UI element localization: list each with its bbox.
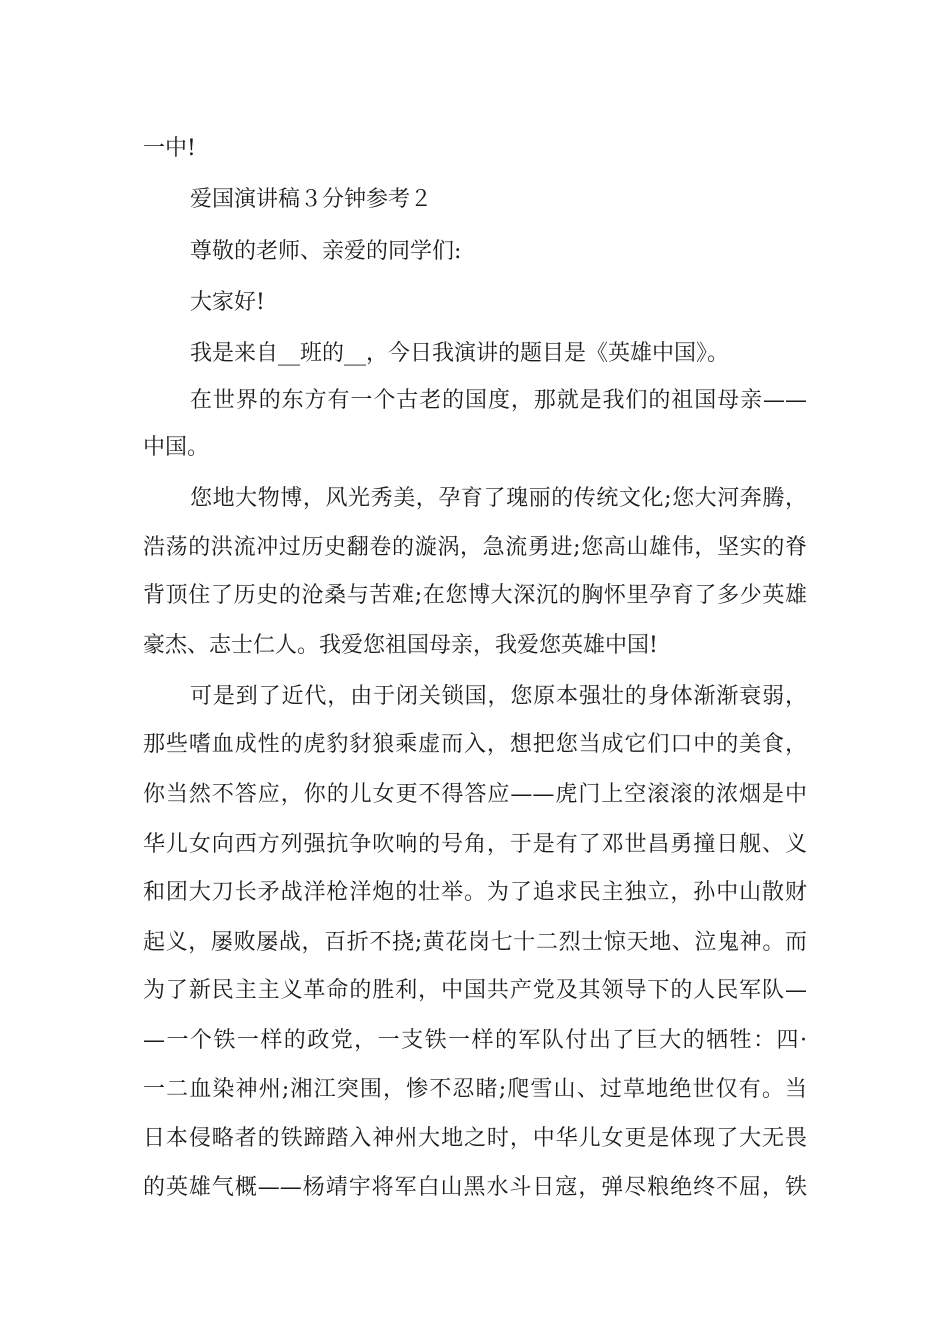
text-line: 您地大物博，风光秀美，孕育了瑰丽的传统文化;您大河奔腾， bbox=[190, 486, 807, 511]
text-line: 和团大刀长矛战洋枪洋炮的壮举。为了追求民主独立，孙中山散财 bbox=[143, 880, 807, 905]
text-line: —一个铁一样的政党，一支铁一样的军队付出了巨大的牺牲：四· bbox=[143, 1028, 807, 1053]
text-line: 中国。 bbox=[143, 435, 210, 460]
greeting: 大家好! bbox=[190, 290, 265, 315]
section-title: 爱国演讲稿３分钟参考２ bbox=[190, 187, 433, 212]
text-line: 豪杰、志士仁人。我爱您祖国母亲，我爱您英雄中国! bbox=[143, 633, 658, 658]
text-line: 一二血染神州;湘江突围，惨不忍睹;爬雪山、过草地绝世仅有。当 bbox=[143, 1077, 807, 1102]
text-line: 的英雄气概——杨靖宇将军白山黑水斗日寇，弹尽粮绝终不屈，铁 bbox=[143, 1175, 807, 1200]
salutation: 尊敬的老师、亲爱的同学们: bbox=[190, 239, 462, 264]
text-line: 你当然不答应，你的儿女更不得答应——虎门上空滚滚的浓烟是中 bbox=[143, 782, 807, 807]
text-line: 可是到了近代，由于闭关锁国，您原本强壮的身体渐渐衰弱， bbox=[190, 684, 807, 709]
text-line: 起义，屡败屡战，百折不挠;黄花岗七十二烈士惊天地、泣鬼神。而 bbox=[143, 930, 807, 955]
text-line: 浩荡的洪流冲过历史翻卷的漩涡，急流勇进;您高山雄伟，坚实的脊 bbox=[143, 535, 807, 560]
text-line: 在世界的东方有一个古老的国度，那就是我们的祖国母亲—— bbox=[190, 388, 807, 413]
text-line: 日本侵略者的铁蹄踏入神州大地之时，中华儿女更是体现了大无畏 bbox=[143, 1126, 807, 1151]
text-line: 一中! bbox=[143, 136, 196, 161]
text-line: 华儿女向西方列强抗争吹响的号角，于是有了邓世昌勇撞日舰、义 bbox=[143, 832, 807, 857]
text-line: 背顶住了历史的沧桑与苦难;在您博大深沉的胸怀里孕育了多少英雄 bbox=[143, 583, 807, 608]
text-line: 我是来自__班的__，今日我演讲的题目是《英雄中国》。 bbox=[190, 341, 730, 366]
text-line: 为了新民主主义革命的胜利，中国共产党及其领导下的人民军队— bbox=[143, 978, 807, 1003]
text-line: 那些嗜血成性的虎豹豺狼乘虚而入，想把您当成它们口中的美食， bbox=[143, 732, 807, 757]
